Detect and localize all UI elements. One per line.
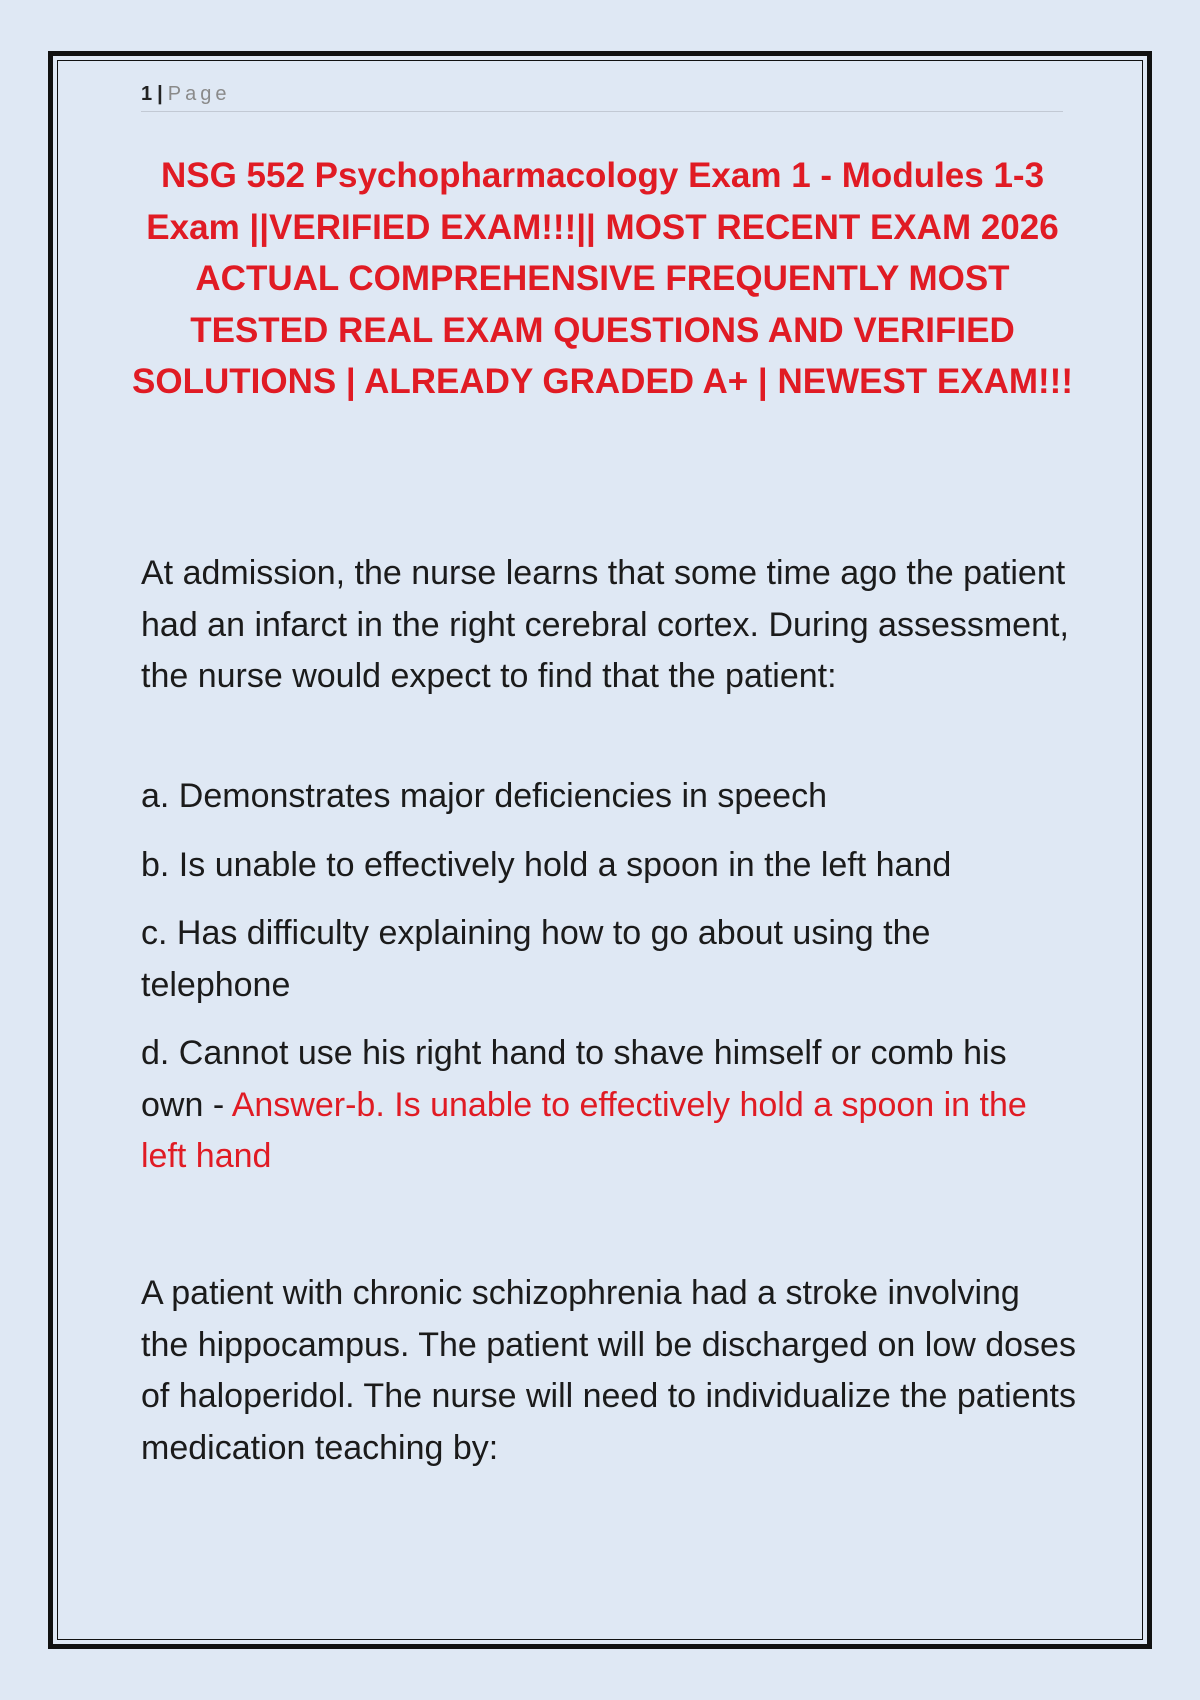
header-divider [141, 111, 1063, 112]
question-1-stem: At admission, the nurse learns that some time ago the patient had an infarct in the right cerebral cortex. During assessment, the nurse would expect to find that the patient: [141, 554, 1069, 695]
question-1-option-c: c. Has difficulty explaining how to go about using the telephone [141, 914, 931, 1004]
question-1-answer: Answer-b. Is unable to effectively hold a spoon in the left hand [141, 1085, 1027, 1175]
page-header [141, 80, 230, 108]
document-title: NSG 552 Psychopharmacology Exam 1 - Modules 1-3 Exam ||VERIFIED EXAM!!!|| MOST RECENT EXAM 2026 ACTUAL COMPREHENSIVE FREQUENTLY MOST TESTED REAL EXAM QUESTIONS AND VERIFIED SOLUTIONS | ALREADY GRADED A+ | NEWEST EXAM!!! [132, 156, 1073, 401]
question-1-option-b: b. Is unable to effectively hold a spoon in the left hand [141, 846, 952, 884]
question-2-stem: A patient with chronic schizophrenia had a stroke involving the hippocampus. The patient will be discharged on low doses of haloperidol. The nurse will need to individualize the patients medication teaching by: [141, 1274, 1076, 1467]
question-1-option-d [141, 1028, 1076, 1183]
page-label: Page [167, 83, 231, 105]
question-1-option-a: a. Demonstrates major deficiencies in speech [141, 777, 827, 815]
question-1-option-d-text: d. Cannot use his right hand to shave himself or comb his own - [141, 1034, 1007, 1124]
page-number: 1 [141, 83, 154, 105]
page-header-separator: | [157, 83, 164, 105]
